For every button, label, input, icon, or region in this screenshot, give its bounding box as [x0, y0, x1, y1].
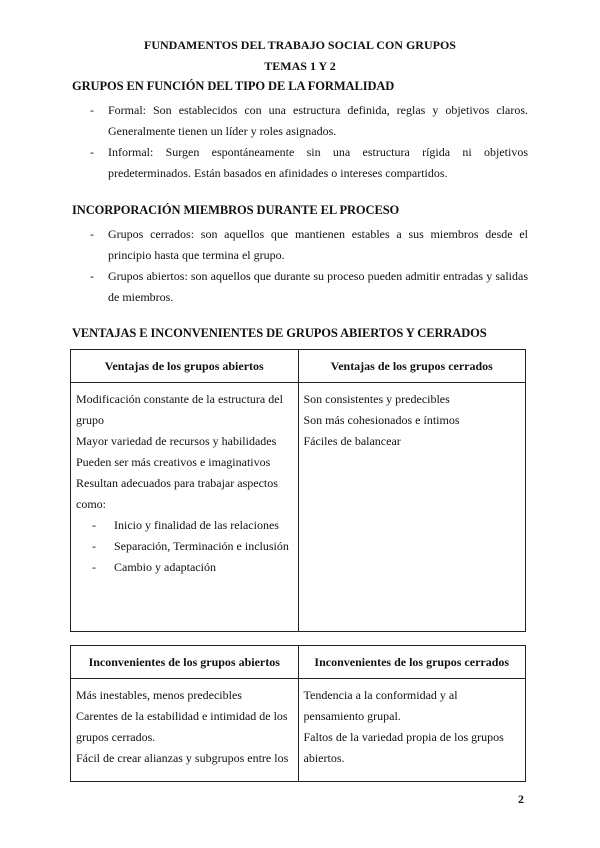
section-heading-ventajas: VENTAJAS E INCONVENIENTES DE GRUPOS ABIERTOS Y CERRADOS [72, 326, 487, 340]
section-heading-incorporacion: INCORPORACIÓN MIEMBROS DURANTE EL PROCESO [72, 203, 400, 217]
section-heading-formalidad: GRUPOS EN FUNCIÓN DEL TIPO DE LA FORMALIDAD [72, 79, 395, 93]
cell-line: Fácil de crear alianzas y subgrupos entre los [76, 751, 289, 765]
formalidad-list [90, 100, 528, 184]
table-header: Ventajas de los grupos abiertos [71, 350, 299, 383]
sub-item: - Separación, Terminación e inclusión [92, 539, 289, 553]
cell-line: Pueden ser más creativos e imaginativos [76, 455, 271, 469]
cell-line: Tendencia a la conformidad y al pensamiento grupal. [303, 688, 458, 723]
table-cell [298, 383, 526, 632]
list-item: - Formal: Son establecidos con una estructura definida, reglas y objetivos claros. Generalmente tienen un líder y roles asignados. [90, 103, 528, 138]
cell-line: Fáciles de balancear [303, 434, 401, 448]
cell-line: Modificación constante de la estructura del grupo [76, 392, 283, 427]
cell-line: Mayor variedad de recursos y habilidades [76, 434, 277, 448]
table-header: Ventajas de los grupos cerrados [298, 350, 526, 383]
list-item: - Grupos abiertos: son aquellos que durante su proceso pueden admitir entradas y salidas de miembros. [90, 269, 528, 304]
document-title: FUNDAMENTOS DEL TRABAJO SOCIAL CON GRUPOS [144, 38, 456, 52]
list-item: - Grupos cerrados: son aquellos que mantienen estables a sus miembros desde el principio hasta que termina el grupo. [90, 227, 528, 262]
sub-item: - Cambio y adaptación [92, 560, 216, 574]
cell-line: Son más cohesionados e íntimos [303, 413, 460, 427]
document-subtitle: TEMAS 1 Y 2 [264, 59, 336, 73]
cell-line: Son consistentes y predecibles [303, 392, 450, 406]
sub-item: - Inicio y finalidad de las relaciones [92, 518, 279, 532]
ventajas-table [70, 349, 526, 632]
page-number: 2 [518, 792, 524, 806]
cell-line: Resultan adecuados para trabajar aspectos como: [76, 476, 278, 511]
table-header: Inconvenientes de los grupos abiertos [71, 646, 299, 679]
incorporacion-list [90, 224, 528, 308]
cell-line: Más inestables, menos predecibles [76, 688, 242, 702]
table-cell [71, 679, 299, 782]
cell-line: Carentes de la estabilidad e intimidad de los grupos cerrados. [76, 709, 288, 744]
inconvenientes-table [70, 645, 526, 782]
list-item: - Informal: Surgen espontáneamente sin una estructura rígida ni objetivos predeterminados. Están basados en afinidades o intereses compartidos. [90, 145, 528, 180]
table-cell [298, 679, 526, 782]
cell-line: Faltos de la variedad propia de los grupos abiertos. [303, 730, 504, 765]
table-cell [71, 383, 299, 632]
table-header: Inconvenientes de los grupos cerrados [298, 646, 526, 679]
